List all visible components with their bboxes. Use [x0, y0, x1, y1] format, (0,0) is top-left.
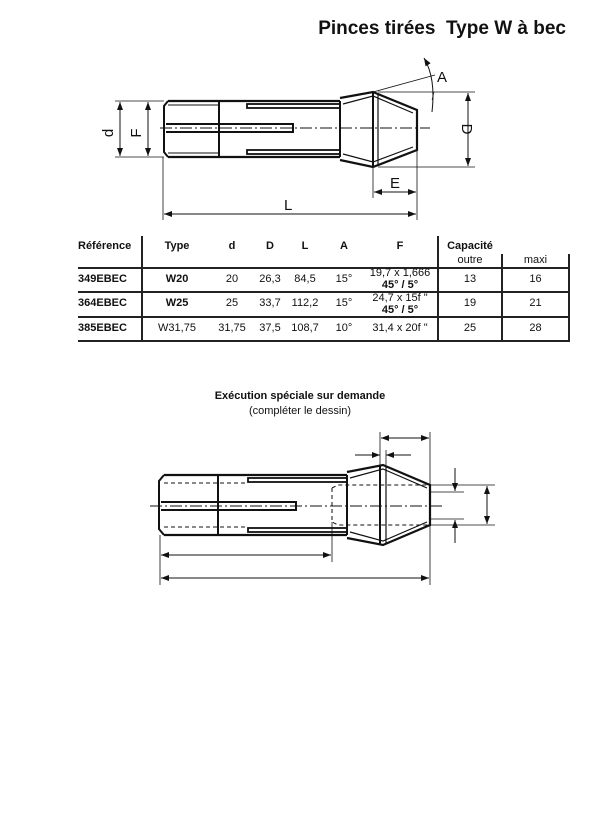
row1-L: 84,5 [294, 273, 316, 285]
special-heading: Exécution spéciale sur demande [214, 390, 386, 402]
header-capacite: Capacité [447, 240, 493, 252]
row3-maxi: 28 [529, 322, 542, 334]
label-F: F [128, 128, 145, 138]
header-reference: Référence [78, 240, 132, 252]
label-E: E [390, 175, 401, 192]
specifications-table [78, 236, 570, 342]
row2-reference: 364EBEC [78, 297, 127, 309]
row3-d: 31,75 [218, 322, 246, 334]
row3-F: 31,4 x 20f " [372, 322, 428, 334]
page-title: Pinces tirées Type W à bec [318, 18, 566, 39]
row1-F-angle: 45° / 5° [381, 279, 419, 291]
row2-F-angle: 45° / 5° [381, 304, 419, 316]
row2-D: 33,7 [259, 297, 281, 309]
row1-A: 15° [335, 273, 353, 285]
collet-drawing-top [115, 58, 475, 220]
header-F: F [396, 240, 404, 252]
label-A: A [437, 69, 448, 86]
row2-A: 15° [335, 297, 353, 309]
header-L: L [301, 240, 309, 252]
table-rule [78, 291, 570, 293]
row1-type: W20 [165, 273, 189, 285]
row2-outre: 19 [463, 297, 477, 309]
row2-L: 112,2 [291, 297, 319, 309]
header-outre: outre [457, 254, 483, 266]
label-d: d [100, 128, 117, 138]
header-type: Type [164, 240, 190, 252]
header-d: d [228, 240, 236, 252]
table-rule [78, 316, 570, 318]
row2-d: 25 [225, 297, 239, 309]
table-divider [568, 254, 570, 342]
row1-maxi: 16 [529, 273, 542, 285]
header-A: A [340, 240, 348, 252]
row1-outre: 13 [463, 273, 477, 285]
row3-reference: 385EBEC [78, 322, 127, 334]
label-L: L [284, 197, 293, 214]
table-rule [78, 340, 570, 342]
special-note: (compléter le dessin) [248, 405, 352, 417]
row3-D: 37,5 [259, 322, 281, 334]
table-rule [78, 267, 570, 269]
collet-drawing-special [150, 432, 495, 585]
row1-reference: 349EBEC [78, 273, 127, 285]
row3-type: W31,75 [158, 322, 196, 334]
row1-F: 19,7 x 1,666 [369, 267, 431, 279]
header-D: D [266, 240, 274, 252]
row3-L: 108,7 [291, 322, 319, 334]
row1-D: 26,3 [259, 273, 281, 285]
row2-maxi: 21 [529, 297, 542, 309]
row2-F: 24,7 x 15f " [372, 292, 428, 304]
row3-A: 10° [335, 322, 353, 334]
label-D: D [458, 123, 475, 135]
row1-d: 20 [225, 273, 239, 285]
row2-type: W25 [165, 297, 189, 309]
header-maxi: maxi [523, 254, 548, 266]
row3-outre: 25 [463, 322, 477, 334]
